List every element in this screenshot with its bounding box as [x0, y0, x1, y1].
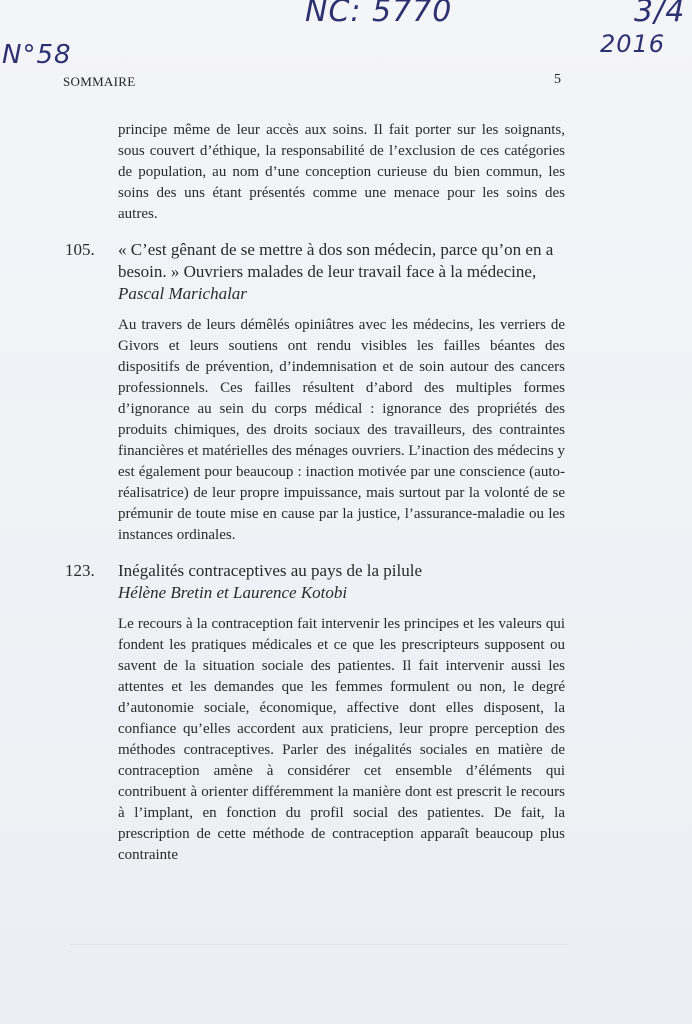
entry-heading	[65, 560, 565, 604]
handwritten-code: NC: 5770	[305, 0, 453, 29]
entry-author: Pascal Marichalar	[118, 284, 247, 303]
handwritten-fraction: 3/4	[634, 0, 686, 29]
toc-entry-105	[65, 239, 565, 546]
handwritten-issue-number: N°58	[2, 40, 72, 70]
page-number: 5	[554, 72, 561, 87]
entry-author: Hélène Bretin et Laurence Kotobi	[118, 583, 348, 602]
entry-title-block	[118, 560, 565, 604]
entry-title-block	[118, 239, 565, 305]
intro-paragraph: principe même de leur accès aux soins. Il fait porter sur les soignants, sous couvert d’éthique, la responsabilité de l’exclusion de ces catégories de population, au nom d’une conception curieuse du bien commun, les soins des uns étant présentés comme une menace pour les soins des autres.	[118, 122, 565, 222]
footer-rule	[70, 944, 568, 945]
entry-page-number: 105.	[65, 240, 95, 259]
table-of-contents-body	[65, 120, 565, 866]
running-title: SOMMAIRE	[63, 74, 136, 89]
entry-abstract: Au travers de leurs démêlés opiniâtres avec les médecins, les verriers de Givors et leurs soutiens ont rendu visibles les failles béantes des dispositifs de prévention, d’indemnisation et de soin autour des cancers professionnels. Ces failles résultent d’abord des multiples formes d’ignorance au sein du corps médical : ignorance des propriétés des produits chimiques, des droits sociaux des travailleurs, des contraintes financières et matérielles des ménages ouvriers. L’inaction des médecins y est également pour beaucoup : inaction motivée par une conscience (auto-réalisatrice) de leur propre impuissance, mais surtout par la volonté de se prémunir de toute mise en cause par la justice, l’assurance-maladie ou les instances ordinales.	[118, 317, 565, 543]
toc-entry-123	[65, 560, 565, 866]
handwritten-year: 2016	[600, 30, 666, 58]
entry-page-number: 123.	[65, 561, 95, 580]
entry-abstract: Le recours à la contraception fait intervenir les principes et les valeurs qui fondent les pratiques médicales et ce que les prescripteurs supposent ou savent de la situation sociale des patientes. Il fait intervenir aussi les attentes et les demandes que les femmes formulent ou non, le degré d’autonomie sociale, économique, affective dont elles disposent, la confiance qu’elles accordent aux praticiens, leur propre perception des méthodes contraceptives. Parler des inégalités sociales en matière de contraception amène à considérer cet ensemble d’éléments qui contribuent à orienter différemment la manière dont est prescrit le recours à l’implant, en fonction du profil social des patientes. De fait, la prescription de cette méthode de contraception apparaît beaucoup plus contrainte	[118, 616, 565, 863]
entry-heading	[65, 239, 565, 305]
entry-title: « C’est gênant de se mettre à dos son médecin, parce qu’on en a besoin. » Ouvriers malades de leur travail face à la médecine,	[118, 240, 554, 281]
entry-title: Inégalités contraceptives au pays de la pilule	[118, 561, 422, 580]
